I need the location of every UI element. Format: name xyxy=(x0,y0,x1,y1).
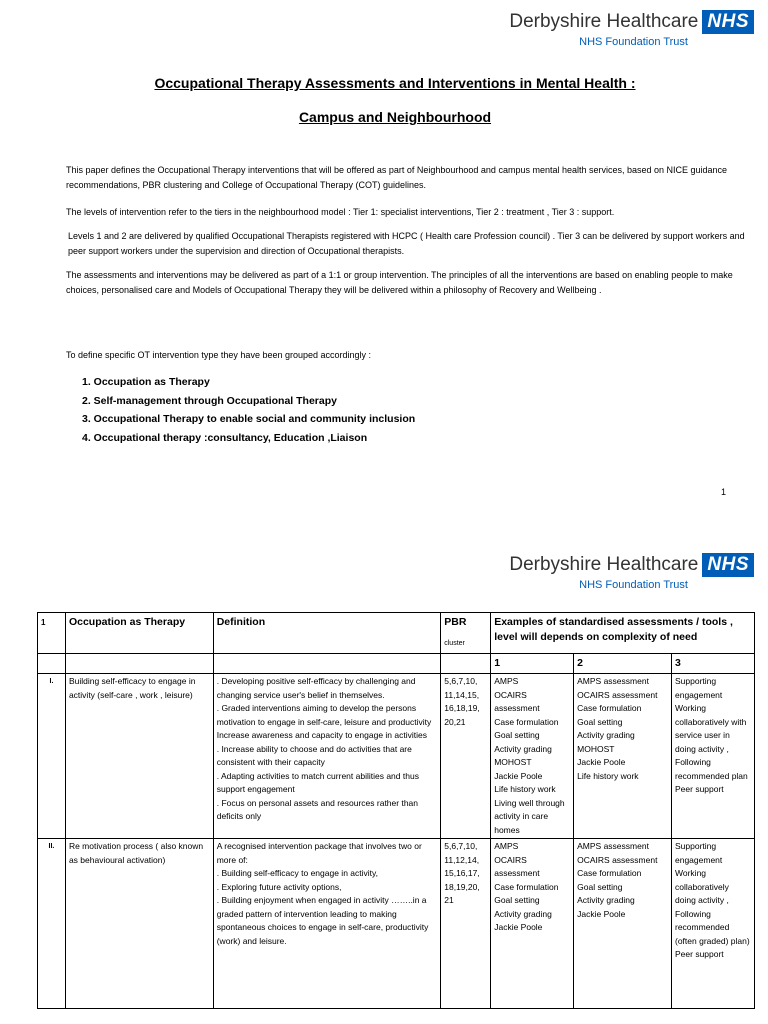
level-1-cell: AMPS OCAIRS assessment Case formulation Goal setting Activity grading MOHOST Jackie Poole Life history work Living well through activity in care homes xyxy=(491,674,574,839)
level-3-cell: Supporting engagement Working collaboratively with service user in doing activity , Following recommended plan Peer support xyxy=(672,674,755,839)
section-number: 1 xyxy=(38,613,66,654)
levels-row xyxy=(38,654,755,674)
intervention-groups-list xyxy=(82,373,415,447)
intro-paragraph: This paper defines the Occupational Therapy interventions that will be offered as part of Neighbourhood and campus mental health services, based on NICE guidance recommendations, PBR clustering and College of Occupational Therapy (COT) guidelines. xyxy=(66,165,728,190)
tiers-paragraph: The levels of intervention refer to the tiers in the neighbourhood model : Tier 1: specialist interventions, Tier 2 : treatment , Tier 3 : support. xyxy=(66,207,615,217)
nhs-logo xyxy=(509,10,754,48)
level-2-cell: AMPS assessment OCAIRS assessment Case formulation Goal setting Activity grading MOHOST Jackie Poole Life history work xyxy=(574,674,672,839)
level-1-header: 1 xyxy=(491,654,574,674)
pbr-cell: 5,6,7,10, 11,12,14, 15,16,17, 18,19,20, 21 xyxy=(441,839,491,1009)
trust-name: NHS Foundation Trust xyxy=(579,36,688,48)
definition-cell: A recognised intervention package that involves two or more of: . Building self-efficacy to engage in activity, . Exploring future activity options, . Building enjoyment when engaged in activity ……..in a graded pattern of intervention leading to making spontaneous choices to engage in self-care, productivity (work) and leisure. xyxy=(213,839,441,1009)
levels-paragraph: Levels 1 and 2 are delivered by qualified Occupational Therapists registered with HCPC ( Health care Profession council) . Tier 3 can be delivered by support workers and peer support workers under the supervision and direction of Occupational therapists. xyxy=(68,231,745,256)
pbr-cell: 5,6,7,10, 11,14,15, 16,18,19, 20,21 xyxy=(441,674,491,839)
interventions-table xyxy=(37,612,755,1009)
definition-cell: . Developing positive self-efficacy by challenging and changing service user's belief in themselves. . Graded interventions aiming to develop the persons motivation to engage in self-care, leisure and productivity Increase awareness and capacity to engage in activities . Increase ability to choose and do activities that are consistent with their capacity . Adapting activities to match current abilities and thus support engagement . Focus on personal assets and resources rather than deficits only xyxy=(213,674,441,839)
level-3-header: 3 xyxy=(672,654,755,674)
table-row: II. Re motivation process ( also known as behavioural activation) A recognised intervention package that involves two or more of: . Building self-efficacy to engage in activity, . Exploring future activity options, . Building enjoyment when engaged in activity ……..in a graded pattern of intervention leading to making spontaneous choices to engage in self-care, productivity (work) and leisure. 5,6,7,10, 11,12,14, 15,16,17, 18,19,20, 21 AMPS OCAIRS assessment Case formulation Goal setting Activity grading Jackie Poole AMPS assessment OCAIRS assessment Case formulation Goal setting Activity grading Jackie Poole Supporting engagement Working collaboratively doing activity , Following recommended (often graded) plan) Peer support xyxy=(38,839,755,1009)
nhs-badge: NHS xyxy=(702,10,754,34)
section-title: Occupation as Therapy xyxy=(65,613,213,654)
organisation-name: Derbyshire Healthcare xyxy=(509,11,699,32)
nhs-badge: NHS xyxy=(702,553,754,577)
nhs-logo xyxy=(509,553,754,591)
document-title: Occupational Therapy Assessments and Interventions in Mental Health : xyxy=(154,75,636,91)
trust-name: NHS Foundation Trust xyxy=(579,579,688,591)
principles-paragraph: The assessments and interventions may be delivered as part of a 1:1 or group intervention. The principles of all the interventions are based on enabling people to make choices, personalised care and Models of Occupational Therapy they will be delivered within a philosophy of Recovery and Wellbeing . xyxy=(66,270,733,295)
intervention-name: Re motivation process ( also known as behavioural activation) xyxy=(65,839,213,1009)
list-item: 4. Occupational therapy :consultancy, Education ,Liaison xyxy=(82,431,368,444)
level-2-cell: AMPS assessment OCAIRS assessment Case formulation Goal setting Activity grading Jackie Poole xyxy=(574,839,672,1009)
list-item: 1. Occupation as Therapy xyxy=(82,376,210,388)
organisation-name: Derbyshire Healthcare xyxy=(509,554,699,575)
list-item: 3. Occupational Therapy to enable social and community inclusion xyxy=(82,413,416,425)
level-3-cell: Supporting engagement Working collaboratively doing activity , Following recommended (often graded) plan) Peer support xyxy=(672,839,755,1009)
pbr-header: PBR cluster xyxy=(441,613,491,654)
level-1-cell: AMPS OCAIRS assessment Case formulation Goal setting Activity grading Jackie Poole xyxy=(491,839,574,1009)
level-2-header: 2 xyxy=(574,654,672,674)
document-subtitle: Campus and Neighbourhood xyxy=(298,109,492,125)
table-header-row xyxy=(38,613,755,654)
page-number: 1 xyxy=(721,487,727,497)
groups-intro: To define specific OT intervention type they have been grouped accordingly : xyxy=(66,350,372,360)
list-item: 2. Self-management through Occupational Therapy xyxy=(82,394,337,407)
table-row: I. Building self-efficacy to engage in activity (self-care , work , leisure) . Developing positive self-efficacy by challenging and changing service user's belief in themselves. . Graded interventions aiming to develop the persons motivation to engage in self-care, leisure and productivity Increase awareness and capacity to engage in activities . Increase ability to choose and do activities that are consistent with their capacity . Adapting activities to match current abilities and thus support engagement . Focus on personal assets and resources rather than deficits only 5,6,7,10, 11,14,15, 16,18,19, 20,21 AMPS OCAIRS assessment Case formulation Goal setting Activity grading MOHOST Jackie Poole Life history work Living well through activity in care homes AMPS assessment OCAIRS assessment Case formulation Goal setting Activity grading MOHOST Jackie Poole Life history work Supporting engagement Working collaboratively with service user in doing activity , Following recommended plan Peer support xyxy=(38,674,755,839)
intervention-name: Building self-efficacy to engage in activity (self-care , work , leisure) xyxy=(65,674,213,839)
examples-header: Examples of standardised assessments / tools , level will depends on complexity of need xyxy=(491,613,755,654)
definition-header: Definition xyxy=(213,613,441,654)
